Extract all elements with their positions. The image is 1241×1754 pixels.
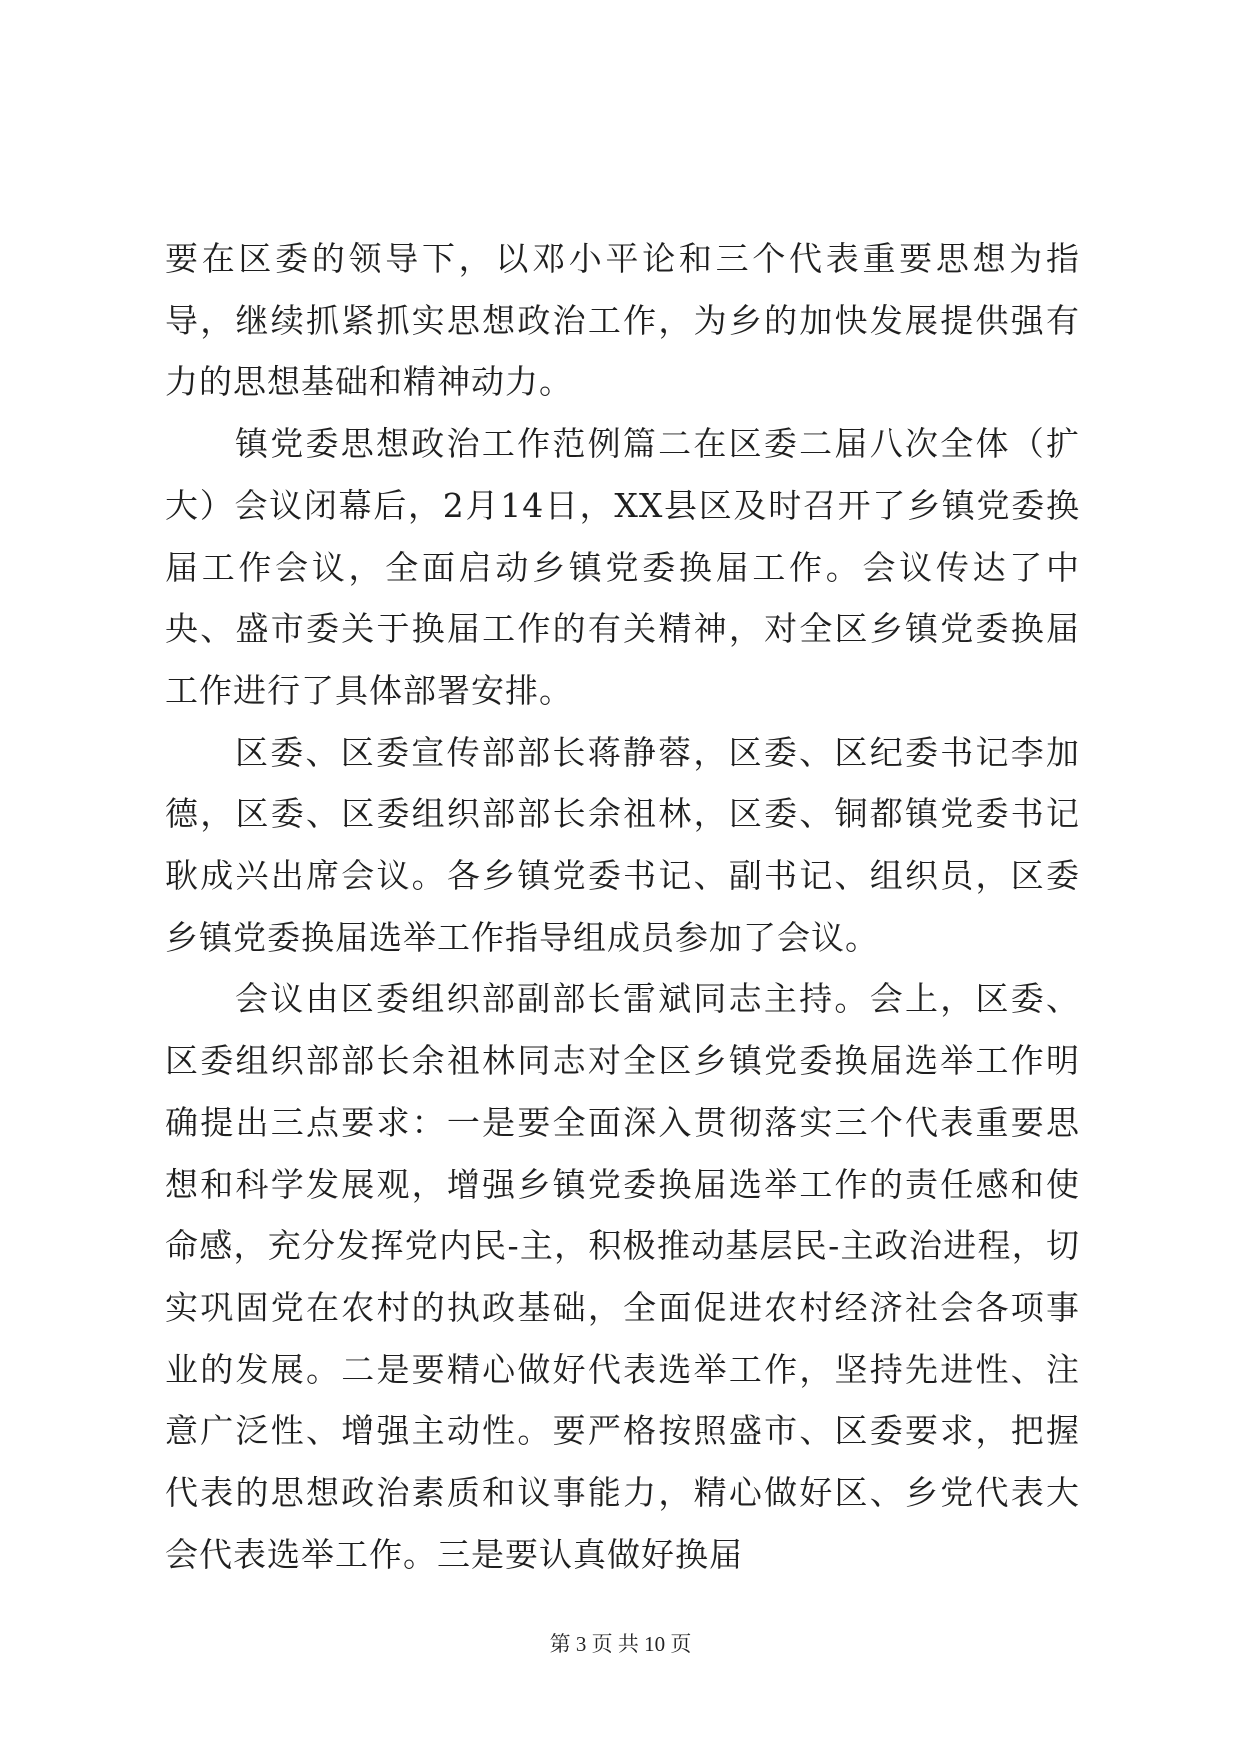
document-body	[165, 228, 1080, 1585]
paragraph-attendees: 区委、区委宣传部部长蒋静蓉，区委、区纪委书记李加德，区委、区委组织部部长余祖林，区委、铜都镇党委书记耿成兴出席会议。各乡镇党委书记、副书记、组织员，区委乡镇党委换届选举工作指导组成员参加了会议。	[165, 732, 1080, 957]
paragraph-requirements: 会议由区委组织部副部长雷斌同志主持。会上，区委、区委组织部部长余祖林同志对全区乡镇党委换届选举工作明确提出三点要求：一是要全面深入贯彻落实三个代表重要思想和科学发展观，增强乡镇党委换届选举工作的责任感和使命感，充分发挥党内民-主，积极推动基层民-主政治进程，切实巩固党在农村的执政基础，全面促进农村经济社会各项事业的发展。二是要精心做好代表选举工作，坚持先进性、注意广泛性、增强主动性。要严格按照盛市、区委要求，把握代表的思想政治素质和议事能力，精心做好区、乡党代表大会代表选举工作。三是要认真做好换届	[165, 979, 1080, 1574]
paragraph-continuation: 要在区委的领导下，以邓小平论和三个代表重要思想为指导，继续抓紧抓实思想政治工作，为乡的加快发展提供强有力的思想基础和精神动力。	[165, 239, 1080, 402]
paragraph-meeting-opening: 镇党委思想政治工作范例篇二在区委二届八次全体（扩大）会议闭幕后，2月14日，XX县区及时召开了乡镇党委换届工作会议，全面启动乡镇党委换届工作。会议传达了中央、盛市委关于换届工作的有关精神，对全区乡镇党委换届工作进行了具体部署安排。	[165, 424, 1080, 710]
page-footer: 第 3 页 共 10 页	[549, 1632, 692, 1656]
